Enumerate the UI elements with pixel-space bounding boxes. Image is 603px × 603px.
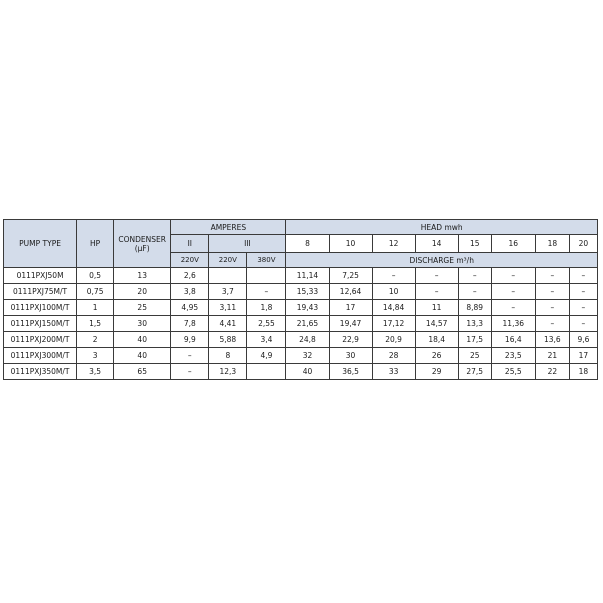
table-cell: 21,65: [286, 316, 329, 332]
table-cell: 11,14: [286, 268, 329, 284]
header-voltage-220-three: 220V: [209, 253, 247, 268]
table-row: [4, 332, 598, 348]
table-cell: 8,89: [458, 300, 491, 316]
table-cell: 3,8: [171, 284, 209, 300]
table-cell: 3,5: [77, 364, 114, 380]
table-cell: 30: [329, 348, 372, 364]
table-cell: 18,4: [415, 332, 458, 348]
table-cell: 20,9: [372, 332, 415, 348]
table-cell: 2,6: [171, 268, 209, 284]
table-cell: 18: [569, 364, 597, 380]
head-value: 12: [372, 235, 415, 253]
table-cell: 12,64: [329, 284, 372, 300]
table-cell: 28: [372, 348, 415, 364]
table-cell: 22,9: [329, 332, 372, 348]
table-cell: 5,88: [209, 332, 247, 348]
table-cell: 17: [329, 300, 372, 316]
table-cell: 15,33: [286, 284, 329, 300]
table-cell: –: [569, 284, 597, 300]
table-cell: –: [171, 364, 209, 380]
head-value: 16: [491, 235, 535, 253]
table-cell: 14,57: [415, 316, 458, 332]
table-cell: 4,41: [209, 316, 247, 332]
pump-type-cell: 0111PXJ200M/T: [4, 332, 77, 348]
table-cell: 9,9: [171, 332, 209, 348]
table-cell: –: [569, 300, 597, 316]
table-cell: –: [171, 348, 209, 364]
table-cell: 40: [114, 332, 171, 348]
head-value: 10: [329, 235, 372, 253]
table-cell: 9,6: [569, 332, 597, 348]
table-cell: 13: [114, 268, 171, 284]
table-cell: 2,55: [247, 316, 286, 332]
table-cell: 7,25: [329, 268, 372, 284]
table-cell: –: [491, 268, 535, 284]
table-cell: 11: [415, 300, 458, 316]
table-cell: 23,5: [491, 348, 535, 364]
table-cell: –: [569, 316, 597, 332]
table-cell: 32: [286, 348, 329, 364]
head-value: 18: [535, 235, 569, 253]
pump-type-cell: 0111PXJ100M/T: [4, 300, 77, 316]
table-cell: 65: [114, 364, 171, 380]
table-cell: 27,5: [458, 364, 491, 380]
table-cell: –: [491, 284, 535, 300]
head-value: 8: [286, 235, 329, 253]
pump-type-cell: 0111PXJ50M: [4, 268, 77, 284]
table-cell: 13,6: [535, 332, 569, 348]
table-cell: –: [535, 300, 569, 316]
header-voltage-380: 380V: [247, 253, 286, 268]
table-cell: 14,84: [372, 300, 415, 316]
table-cell: 2: [77, 332, 114, 348]
table-cell: 30: [114, 316, 171, 332]
table-row: [4, 316, 598, 332]
condenser-unit: (μF): [134, 243, 150, 253]
condenser-label: CONDENSER: [118, 234, 166, 244]
table-row: [4, 284, 598, 300]
table-cell: 17,5: [458, 332, 491, 348]
table-cell: 16,4: [491, 332, 535, 348]
table-cell: [247, 268, 286, 284]
table-cell: 3,7: [209, 284, 247, 300]
table-cell: –: [458, 268, 491, 284]
table-cell: 17,12: [372, 316, 415, 332]
table-cell: 0,75: [77, 284, 114, 300]
table-cell: 24,8: [286, 332, 329, 348]
pump-type-cell: 0111PXJ300M/T: [4, 348, 77, 364]
table-cell: –: [491, 300, 535, 316]
table-cell: –: [535, 268, 569, 284]
table-row: [4, 268, 598, 284]
table-row: [4, 348, 598, 364]
table-cell: 0,5: [77, 268, 114, 284]
head-value: 15: [458, 235, 491, 253]
table-cell: 4,9: [247, 348, 286, 364]
pump-type-cell: 0111PXJ350M/T: [4, 364, 77, 380]
table-cell: 3: [77, 348, 114, 364]
table-cell: 8: [209, 348, 247, 364]
table-cell: [247, 364, 286, 380]
table-cell: 11,36: [491, 316, 535, 332]
header-phase-single: II: [171, 235, 209, 253]
table-cell: –: [535, 316, 569, 332]
table-cell: 12,3: [209, 364, 247, 380]
table-cell: 19,47: [329, 316, 372, 332]
table-row: [4, 364, 598, 380]
table-cell: 40: [114, 348, 171, 364]
table-cell: 13,3: [458, 316, 491, 332]
table-cell: 1,8: [247, 300, 286, 316]
header-head: HEAD mwh: [286, 220, 598, 235]
table-cell: 20: [114, 284, 171, 300]
header-pump-type: PUMP TYPE: [4, 220, 77, 268]
table-cell: –: [415, 284, 458, 300]
table-cell: 33: [372, 364, 415, 380]
pump-type-cell: 0111PXJ75M/T: [4, 284, 77, 300]
head-value: 14: [415, 235, 458, 253]
table-cell: 10: [372, 284, 415, 300]
table-cell: 19,43: [286, 300, 329, 316]
pump-performance-table: [3, 219, 598, 380]
table-cell: 4,95: [171, 300, 209, 316]
table-cell: –: [247, 284, 286, 300]
head-value: 20: [569, 235, 597, 253]
table-cell: 1: [77, 300, 114, 316]
table-cell: 1,5: [77, 316, 114, 332]
table-cell: 40: [286, 364, 329, 380]
table-cell: 22: [535, 364, 569, 380]
header-discharge: DISCHARGE m³/h: [286, 253, 598, 268]
table-cell: 25,5: [491, 364, 535, 380]
table-cell: –: [458, 284, 491, 300]
table-cell: –: [372, 268, 415, 284]
table-cell: 25: [458, 348, 491, 364]
table-cell: 3,4: [247, 332, 286, 348]
header-voltage-220-single: 220V: [171, 253, 209, 268]
header-hp: HP: [77, 220, 114, 268]
table-row: [4, 300, 598, 316]
table-cell: 26: [415, 348, 458, 364]
table-cell: 29: [415, 364, 458, 380]
header-amperes: AMPERES: [171, 220, 286, 235]
table-cell: 3,11: [209, 300, 247, 316]
table-cell: 17: [569, 348, 597, 364]
table-cell: –: [535, 284, 569, 300]
table-cell: –: [415, 268, 458, 284]
header-phase-three: III: [209, 235, 286, 253]
pump-type-cell: 0111PXJ150M/T: [4, 316, 77, 332]
table-cell: 7,8: [171, 316, 209, 332]
table-cell: 36,5: [329, 364, 372, 380]
table-cell: 21: [535, 348, 569, 364]
table-cell: [209, 268, 247, 284]
table-cell: –: [569, 268, 597, 284]
table-cell: 25: [114, 300, 171, 316]
header-condenser: [114, 220, 171, 268]
